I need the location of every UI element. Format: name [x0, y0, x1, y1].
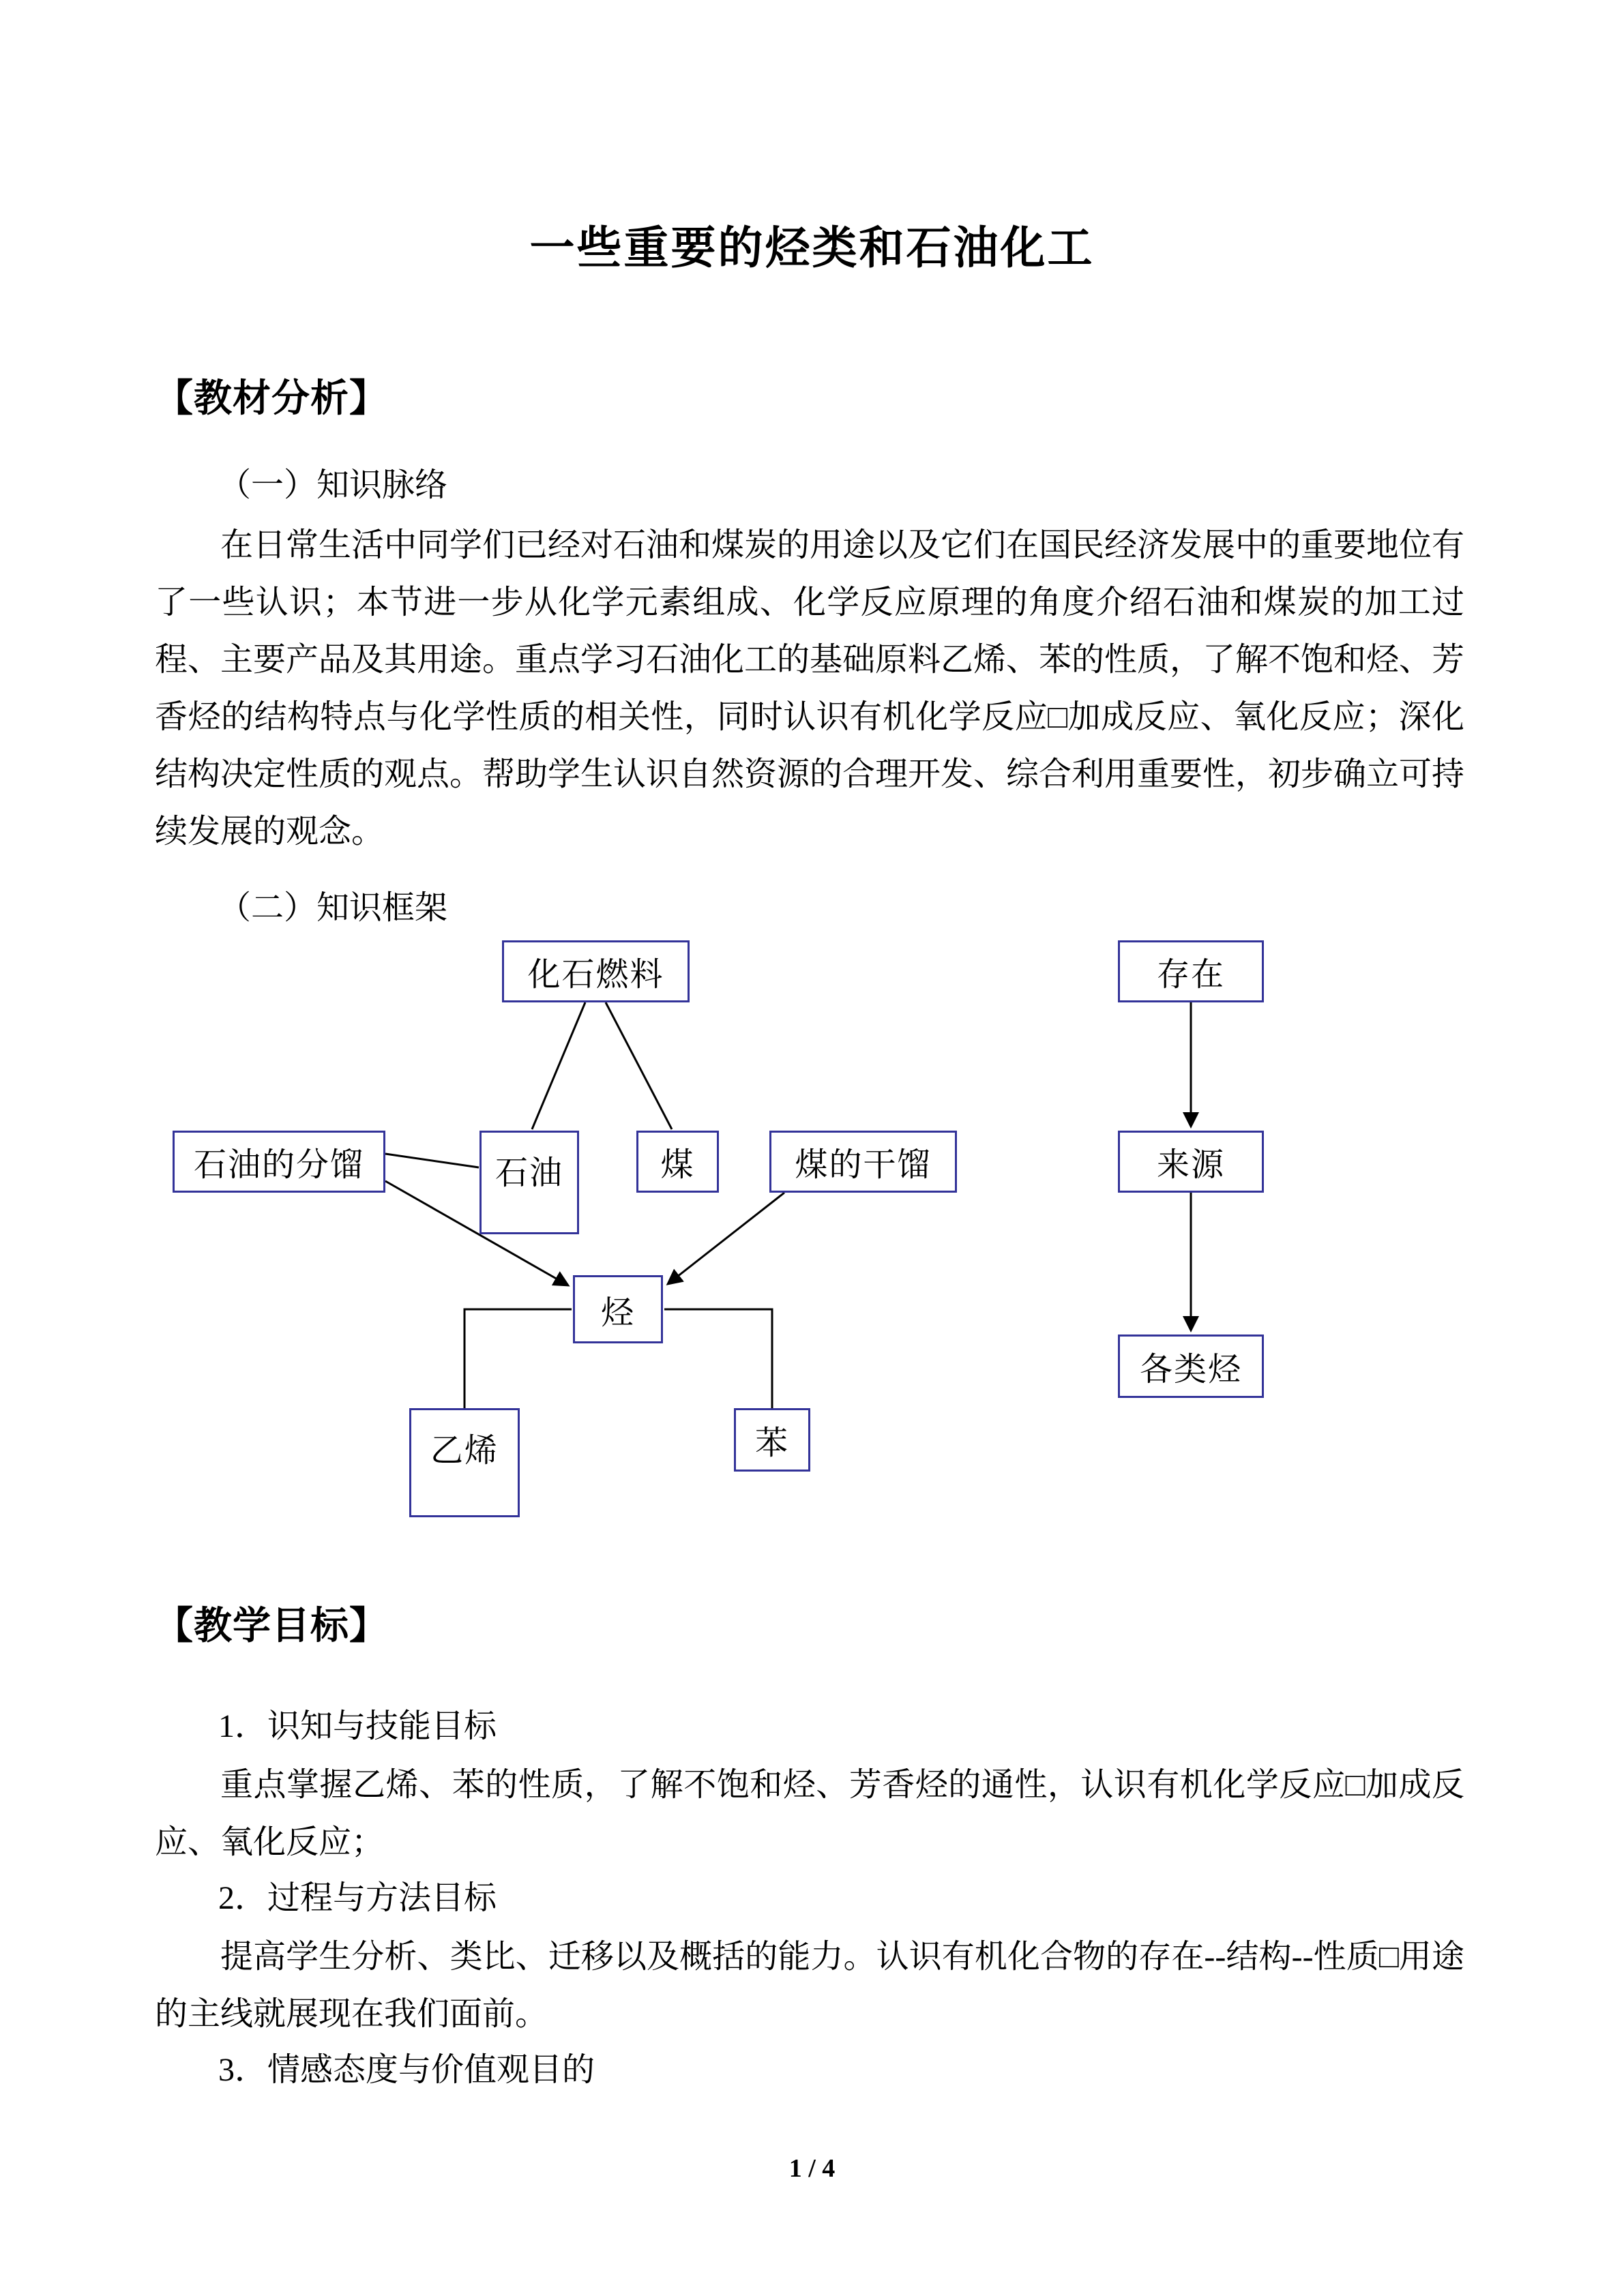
arrow-coaldry-to-hydrocarbon: [668, 1193, 784, 1284]
diagram-node-hydrocarbon-types: 各类烃: [1118, 1335, 1264, 1398]
analysis-paragraph: 在日常生活中同学们已经对石油和煤炭的用途以及它们在国民经济发展中的重要地位有了一些认识；本节进一步从化学元素组成、化学反应原理的角度介绍石油和煤炭的加工过程、主要产品及其用途。重点学习石油化工的基础原料乙烯、苯的性质，了解不饱和烃、芳香烃的结构特点与化学性质的相关性，同时认识有机化学反应□加成反应、氧化反应；深化结构决定性质的观点。帮助学生认识自然资源的合理开发、综合利用重要性，初步确立可持续发展的观念。: [155, 527, 1465, 850]
objective-item-3: 3．情感态度与价值观目的: [218, 2052, 595, 2088]
diagram-node-coal-dry-distillation: 煤的干馏: [769, 1131, 957, 1193]
knowledge-framework-diagram: [0, 927, 1624, 1541]
page-number: 1 / 4: [788, 2154, 836, 2183]
line-fossil-to-petroleum: [532, 1002, 585, 1129]
document-title: 一些重要的烃类和石油化工: [529, 224, 1095, 273]
section-heading-teaching-objectives: 【教学目标】: [155, 1605, 388, 1648]
diagram-node-benzene: 苯: [734, 1408, 810, 1472]
objective-item-1: 1．识知与技能目标: [218, 1708, 497, 1744]
diagram-node-source: 来源: [1118, 1131, 1264, 1193]
line-hydrocarbon-to-ethylene: [464, 1309, 572, 1408]
diagram-node-coal: 煤: [636, 1131, 719, 1193]
sub-heading-knowledge-framework: （二）知识框架: [218, 890, 448, 926]
diagram-node-ethylene: 乙烯: [409, 1408, 520, 1517]
objective-item-2: 2．过程与方法目标: [218, 1880, 497, 1916]
objective-paragraph-1: 重点掌握乙烯、苯的性质，了解不饱和烃、芳香烃的通性，认识有机化学反应□加成反应、氧化反应；: [155, 1767, 1464, 1860]
line-fractionation-to-petroleum: [385, 1154, 479, 1167]
diagram-node-hydrocarbon: 烃: [573, 1275, 663, 1343]
diagram-node-fossil-fuel: 化石燃料: [502, 940, 690, 1002]
objective-paragraph-2: 提高学生分析、类比、迁移以及概括的能力。认识有机化合物的存在--结构--性质□用途的主线就展现在我们面前。: [155, 1939, 1464, 2032]
diagram-node-petroleum-fractionation: 石油的分馏: [173, 1131, 385, 1193]
diagram-connectors: [0, 927, 1624, 1541]
section-heading-textbook-analysis: 【教材分析】: [155, 378, 388, 420]
line-hydrocarbon-to-benzene: [664, 1309, 772, 1408]
diagram-node-petroleum: 石油: [479, 1131, 579, 1234]
diagram-node-existence: 存在: [1118, 940, 1264, 1002]
line-fossil-to-coal: [606, 1002, 672, 1129]
sub-heading-knowledge-context: （一）知识脉络: [218, 467, 448, 503]
